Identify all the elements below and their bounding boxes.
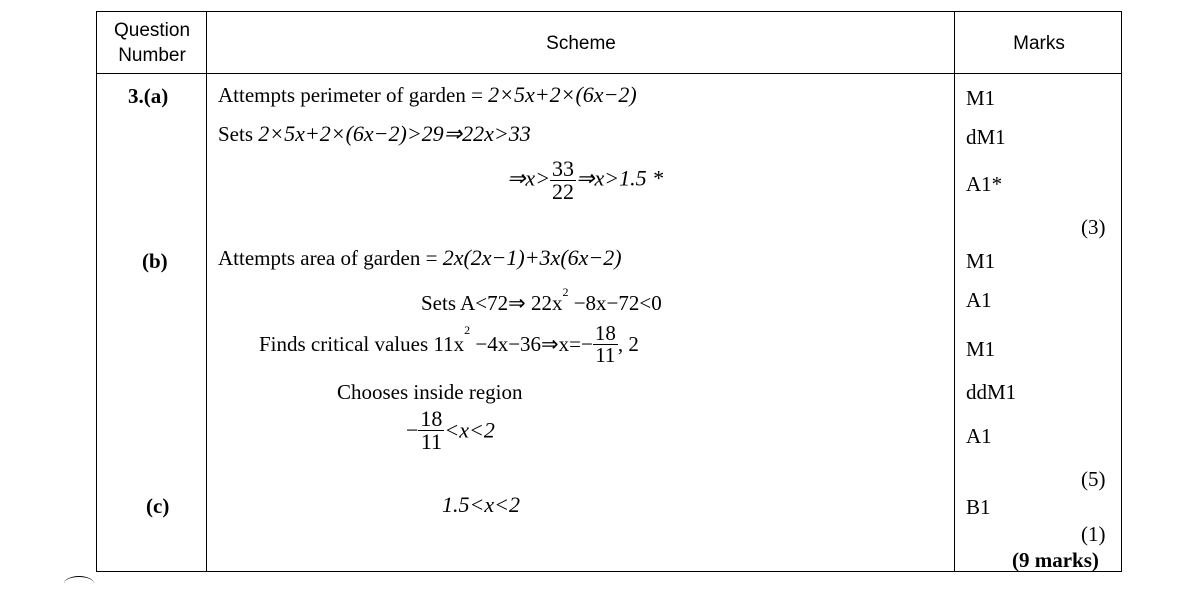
part-b-line5-lead: − bbox=[406, 417, 419, 443]
part-a-mark-2: dM1 bbox=[966, 125, 1006, 149]
part-a-line3-tail: ⇒x>1.5 * bbox=[576, 165, 664, 191]
part-b-mark-2: A1 bbox=[966, 288, 992, 312]
part-a-subtotal: (3) bbox=[1081, 215, 1106, 239]
part-a-label: 3.(a) bbox=[128, 84, 169, 108]
header-scheme: Scheme bbox=[546, 33, 616, 54]
part-b-line3-numerator: 18 bbox=[594, 321, 616, 345]
part-b-line5 bbox=[406, 408, 495, 453]
part-c-mark-1: B1 bbox=[966, 495, 991, 519]
part-b-line5-denominator: 11 bbox=[420, 429, 443, 454]
part-a-mark-1: M1 bbox=[966, 86, 996, 110]
part-b-line5-numerator: 18 bbox=[420, 406, 443, 431]
part-b-line2-exponent: 2 bbox=[562, 285, 569, 299]
part-a-fraction-numerator: 33 bbox=[552, 156, 575, 181]
part-b-line1 bbox=[218, 245, 622, 271]
part-b-line1-math: 2x(2x−1)+3x(6x−2) bbox=[442, 245, 622, 270]
part-a-line2-text: Sets bbox=[218, 122, 259, 146]
part-b-line3-exponent: 2 bbox=[464, 323, 471, 337]
part-a-line1 bbox=[218, 82, 637, 108]
header-divider bbox=[96, 73, 1122, 74]
part-b-mark-5: A1 bbox=[966, 424, 992, 448]
part-b-line2 bbox=[421, 285, 662, 316]
part-a-line2-math: 2×5x+2×(6x−2)>29⇒22x>33 bbox=[258, 121, 531, 146]
part-a-fraction bbox=[550, 158, 576, 203]
part-a-fraction-denominator: 22 bbox=[552, 179, 575, 204]
part-b-line2-tail: −8x−72<0 bbox=[568, 291, 662, 315]
part-a-line1-math: 2×5x+2×(6x−2) bbox=[488, 82, 637, 107]
part-b-line1-text: Attempts area of garden = bbox=[218, 246, 443, 270]
part-a-line2 bbox=[218, 121, 531, 147]
part-b-line3-lead: Finds critical values 11x bbox=[259, 332, 465, 356]
part-b-mark-3: M1 bbox=[966, 337, 996, 361]
part-b-line3-tail: , 2 bbox=[617, 332, 639, 356]
part-b-line5-fraction bbox=[418, 408, 444, 453]
column-divider-1 bbox=[206, 11, 207, 572]
part-b-line2-lead: Sets A<72⇒ 22x bbox=[421, 291, 563, 315]
part-c-label: (c) bbox=[146, 494, 170, 518]
header-question-number: Question Number bbox=[113, 20, 191, 66]
column-divider-2 bbox=[954, 11, 955, 572]
part-b-line4: Chooses inside region bbox=[337, 380, 523, 404]
part-b-mark-4: ddM1 bbox=[966, 380, 1017, 404]
part-b-line5-tail: <x<2 bbox=[444, 417, 495, 443]
part-a-mark-3: A1* bbox=[966, 172, 1003, 196]
part-a-line1-text: Attempts perimeter of garden = bbox=[218, 83, 489, 107]
part-b-label: (b) bbox=[142, 249, 168, 273]
part-b-line3-denominator: 11 bbox=[595, 343, 616, 367]
part-a-line3 bbox=[507, 158, 663, 203]
part-b-mark-1: M1 bbox=[966, 249, 996, 273]
part-b-line3-mid: −4x−36⇒x=− bbox=[470, 332, 593, 356]
header-marks: Marks bbox=[1013, 33, 1065, 54]
part-b-subtotal: (5) bbox=[1081, 467, 1106, 491]
part-c-subtotal: (1) bbox=[1081, 522, 1106, 546]
part-a-line3-lead: ⇒x> bbox=[507, 165, 551, 191]
part-b-line3-fraction bbox=[593, 323, 618, 366]
total-marks: (9 marks) bbox=[1012, 548, 1099, 572]
part-b-line3 bbox=[259, 323, 639, 366]
part-c-line1: 1.5<x<2 bbox=[442, 492, 520, 517]
